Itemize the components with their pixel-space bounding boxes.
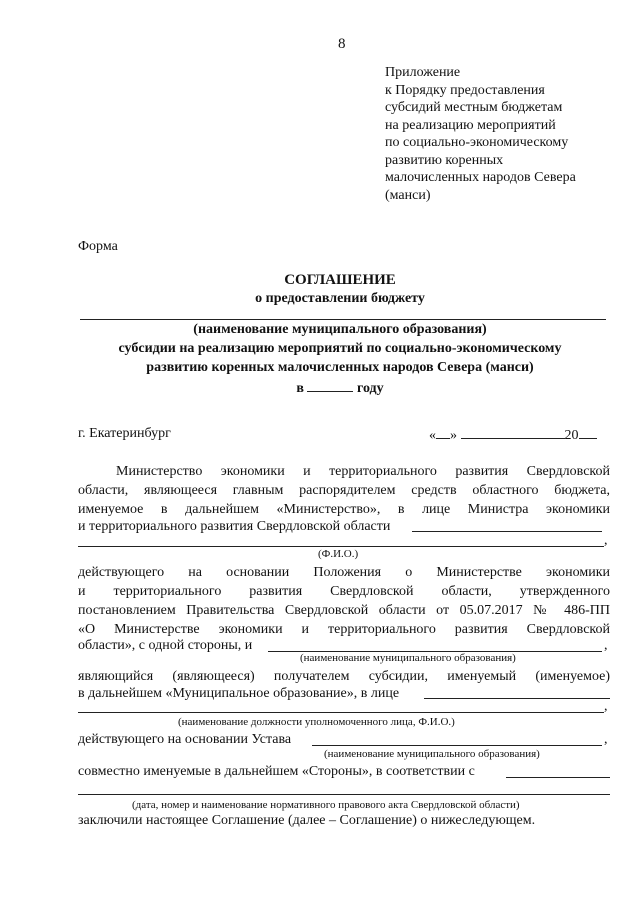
appendix-line: Приложение <box>385 65 461 80</box>
form-label: Форма <box>78 239 118 254</box>
caption-official: (наименование должности уполномоченного лица, Ф.И.О.) <box>178 716 455 728</box>
appendix-line: к Порядку предоставления <box>385 82 545 98</box>
year-suffix: году <box>356 381 384 396</box>
paragraph-line: действующего на основании Положения о Министерстве экономики <box>78 565 610 580</box>
year-line <box>60 379 620 397</box>
month-blank <box>461 426 565 439</box>
year-blank <box>307 379 353 392</box>
appendix-line: малочисленных народов Севера <box>385 170 576 185</box>
representative-line <box>424 698 610 699</box>
page-number: 8 <box>338 36 346 52</box>
paragraph-line: именуемое в дальнейшем «Министерство», в лице Министра экономики <box>78 502 610 517</box>
year-prefix: в <box>296 381 304 396</box>
official-fio-line <box>78 712 604 713</box>
appendix-line: на реализацию мероприятий <box>385 117 556 133</box>
appendix-line: субсидий местным бюджетам <box>385 100 563 115</box>
paragraph-line: постановлением Правительства Свердловской области от 05.07.2017 № 486-ПП <box>78 603 610 618</box>
date-year-prefix: 20 <box>564 428 579 443</box>
appendix-line: развитию коренных <box>385 152 504 168</box>
appendix-line: (манси) <box>385 187 431 203</box>
heading-line: развитию коренных малочисленных народов Севера (манси) <box>146 360 534 375</box>
date-close-quote: » <box>450 428 457 443</box>
paragraph-line: заключили настоящее Соглашение (далее – Соглашение) о нижеследующем. <box>78 813 536 828</box>
paragraph-line: Министерство экономики и территориального развития Свердловской <box>116 464 610 479</box>
paragraph-line: области, являющееся главным распорядителем средств областного бюджета, <box>78 483 610 498</box>
document-title: СОГЛАШЕНИЕ <box>284 272 396 288</box>
paragraph-line: в дальнейшем «Муниципальное образование», в лице <box>78 686 400 701</box>
comma: , <box>604 732 608 747</box>
minister-fio-line <box>78 546 604 547</box>
comma: , <box>604 699 608 714</box>
caption-act: (дата, номер и наименование нормативного правового акта Свердловской области) <box>132 799 520 811</box>
appendix-block <box>385 64 576 204</box>
minister-name-line <box>412 531 602 532</box>
paragraph-line: являющийся (являющееся) получателем субсидии, именуемый (именуемое) <box>78 669 610 684</box>
paragraph-line: «О Министерстве экономики и территориального развития Свердловской <box>78 622 610 637</box>
date-open-quote: « <box>429 428 436 443</box>
year-suffix-blank <box>579 426 597 439</box>
document-subtitle: о предоставлении бюджету <box>255 291 425 306</box>
paragraph-line: области», с одной стороны, и <box>78 638 253 653</box>
day-blank <box>436 426 450 439</box>
heading-caption: (наименование муниципального образования) <box>193 322 487 337</box>
appendix-line: по социально-экономическому <box>385 135 569 150</box>
charter-line <box>312 745 602 746</box>
date-field <box>429 426 597 444</box>
paragraph-line: действующего на основании Устава <box>78 732 292 747</box>
caption-fio: (Ф.И.О.) <box>318 548 359 560</box>
caption-municipality: (наименование муниципального образования) <box>300 652 516 664</box>
city: г. Екатеринбург <box>78 426 171 441</box>
paragraph-line: и территориального развития Свердловской области, утвержденного <box>78 584 610 599</box>
comma: , <box>604 638 608 653</box>
paragraph-line: и территориального развития Свердловской области <box>78 519 391 534</box>
heading-line: субсидии на реализацию мероприятий по социально-экономическому <box>118 341 562 356</box>
act-line <box>506 777 610 778</box>
paragraph-line: совместно именуемые в дальнейшем «Стороны», в соответствии с <box>78 764 475 779</box>
comma: , <box>604 533 608 548</box>
act-line-2 <box>78 794 610 795</box>
municipality-name-line <box>80 319 606 320</box>
caption-municipality-2: (наименование муниципального образования) <box>324 748 540 760</box>
